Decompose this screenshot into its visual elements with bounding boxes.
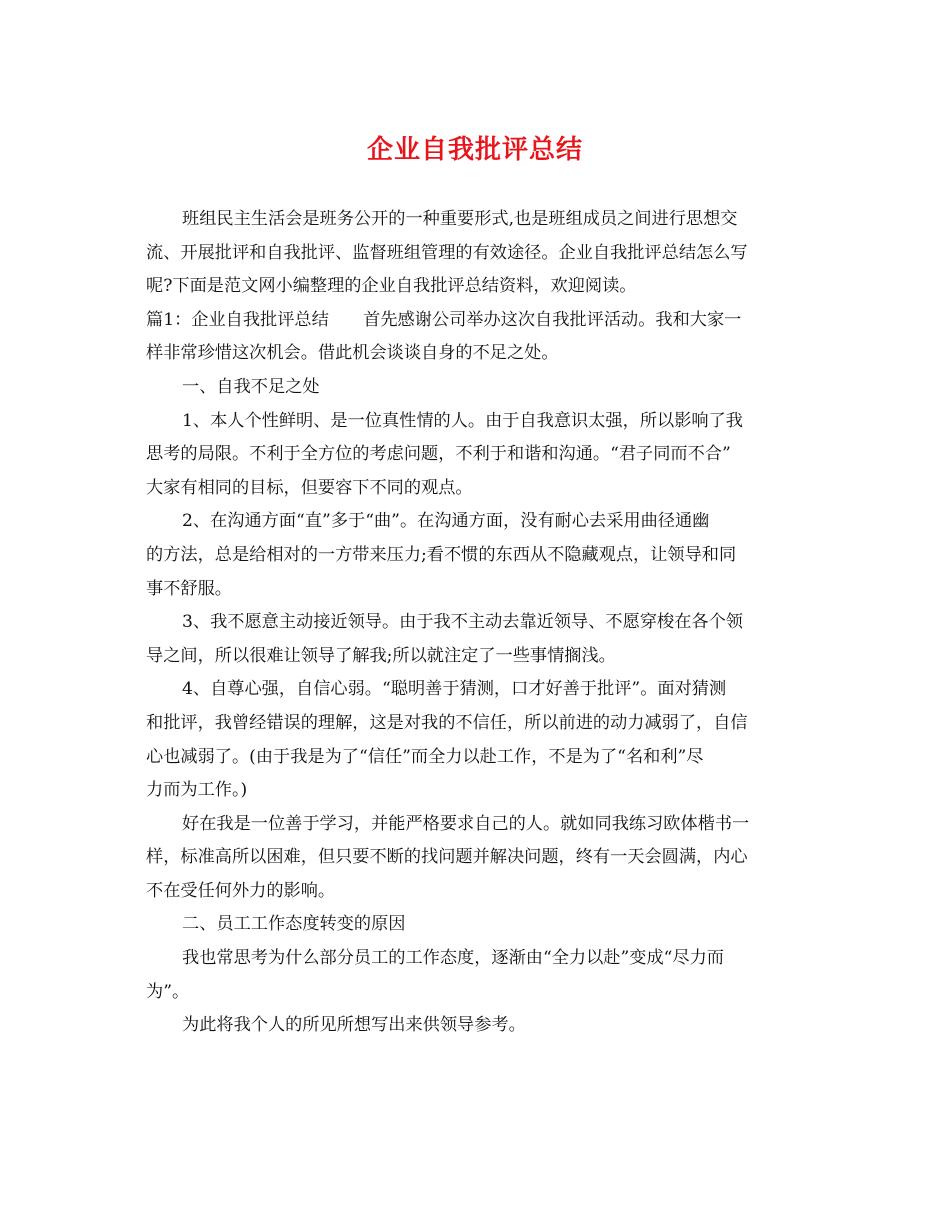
text-line: 篇1：企业自我批评总结 首先感谢公司举办这次自我批评活动。我和大家一 bbox=[146, 309, 742, 330]
text-line: 为此将我个人的所见所想写出来供领导参考。 bbox=[182, 1015, 526, 1036]
text-line: 流、开展批评和自我批评、监督班组管理的有效途径。企业自我批评总结怎么写 bbox=[146, 242, 748, 263]
text-line: 4、自尊心强，自信心弱。“聪明善于猜测，口才好善于批评”。面对猜测 bbox=[182, 679, 727, 700]
text-line: 2、在沟通方面“直”多于“曲”。在沟通方面，没有耐心去采用曲径通幽 bbox=[182, 511, 710, 532]
text-line: 3、我不愿意主动接近领导。由于我不主动去靠近领导、不愿穿梭在各个领 bbox=[182, 612, 743, 633]
document-body bbox=[146, 203, 806, 1043]
text-line: 一、自我不足之处 bbox=[182, 376, 320, 397]
text-line: 思考的局限。不利于全方位的考虑问题，不利于和谐和沟通。“君子同而不合” bbox=[146, 444, 731, 465]
text-line: 导之间，所以很难让领导了解我;所以就注定了一些事情搁浅。 bbox=[146, 645, 616, 666]
text-line: 好在我是一位善于学习，并能严格要求自己的人。就如同我练习欧体楷书一 bbox=[182, 813, 750, 834]
text-line: 力而为工作。) bbox=[146, 780, 248, 801]
text-line: 二、员工工作态度转变的原因 bbox=[182, 914, 406, 935]
text-line: 1、本人个性鲜明、是一位真性情的人。由于自我意识太强，所以影响了我 bbox=[182, 410, 743, 431]
text-line: 和批评，我曾经错误的理解，这是对我的不信任，所以前进的动力减弱了，自信 bbox=[146, 712, 748, 733]
text-line: 班组民主生活会是班务公开的一种重要形式,也是班组成员之间进行思想交 bbox=[182, 209, 738, 229]
text-line: 心也减弱了。(由于我是为了“信任”而全力以赴工作，不是为了“名和利”尽 bbox=[146, 746, 704, 767]
document-title: 企业自我批评总结 bbox=[366, 135, 583, 165]
text-line: 呢?下面是范文网小编整理的企业自我批评总结资料，欢迎阅读。 bbox=[146, 276, 637, 297]
text-line: 样非常珍惜这次机会。借此机会谈谈自身的不足之处。 bbox=[146, 343, 559, 364]
text-line: 不在受任何外力的影响。 bbox=[146, 880, 336, 901]
text-line: 大家有相同的目标，但要容下不同的观点。 bbox=[146, 477, 473, 498]
text-line: 事不舒服。 bbox=[146, 578, 232, 599]
text-line: 的方法，总是给相对的一方带来压力;看不惯的东西从不隐藏观点，让领导和同 bbox=[146, 544, 737, 565]
text-line: 为”。 bbox=[146, 981, 190, 1002]
text-line: 我也常思考为什么部分员工的工作态度，逐渐由“全力以赴”变成“尽力而 bbox=[182, 948, 724, 969]
text-line: 样，标准高所以困难，但只要不断的找问题并解决问题，终有一天会圆满，内心 bbox=[146, 847, 748, 868]
